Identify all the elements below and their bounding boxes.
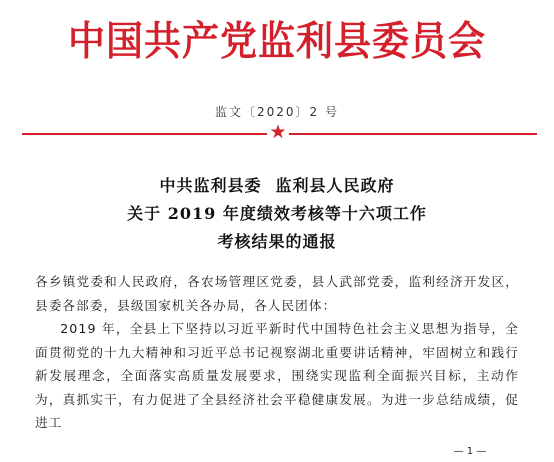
page-number: — 1 — [453,446,487,457]
issuer-party-committee: 中共监利县委 [159,176,262,195]
issuer-county-government: 监利县人民政府 [275,176,395,195]
body-paragraph [35,317,519,435]
paragraph-1-text: 2019 年，全县上下坚持以习近平新时代中国特色社会主义思想为指导，全面贯彻党的十九大精神和习近平总书记视察湖北重要讲话精神，牢固树立和践行新发展理念，全面落实高质量发展要求，围绕实现监利全面振兴目标，主动作为，真抓实干，有力促进了全县经济社会平稳健康发展。为进一步总结成绩，促进工 [35,321,519,430]
title-line-1 [0,173,554,196]
salutation-text: 各乡镇党委和人民政府，各农场管理区党委，县人武部党委，监利经济开发区，县委各部委，县级国家机关各办局，各人民团体： [35,274,519,313]
red-divider-right [289,133,537,135]
salutation [35,270,519,317]
masthead-title: 中国共产党监利县委员会 [68,16,486,64]
title-line-3: 考核结果的通报 [217,232,337,251]
title-line-2: 关于 2019 年度绩效考核等十六项工作 [127,204,427,223]
document-number: 监文〔2020〕2 号 [215,105,339,119]
red-star-icon: ★ [269,121,287,143]
red-divider-left [22,133,267,135]
